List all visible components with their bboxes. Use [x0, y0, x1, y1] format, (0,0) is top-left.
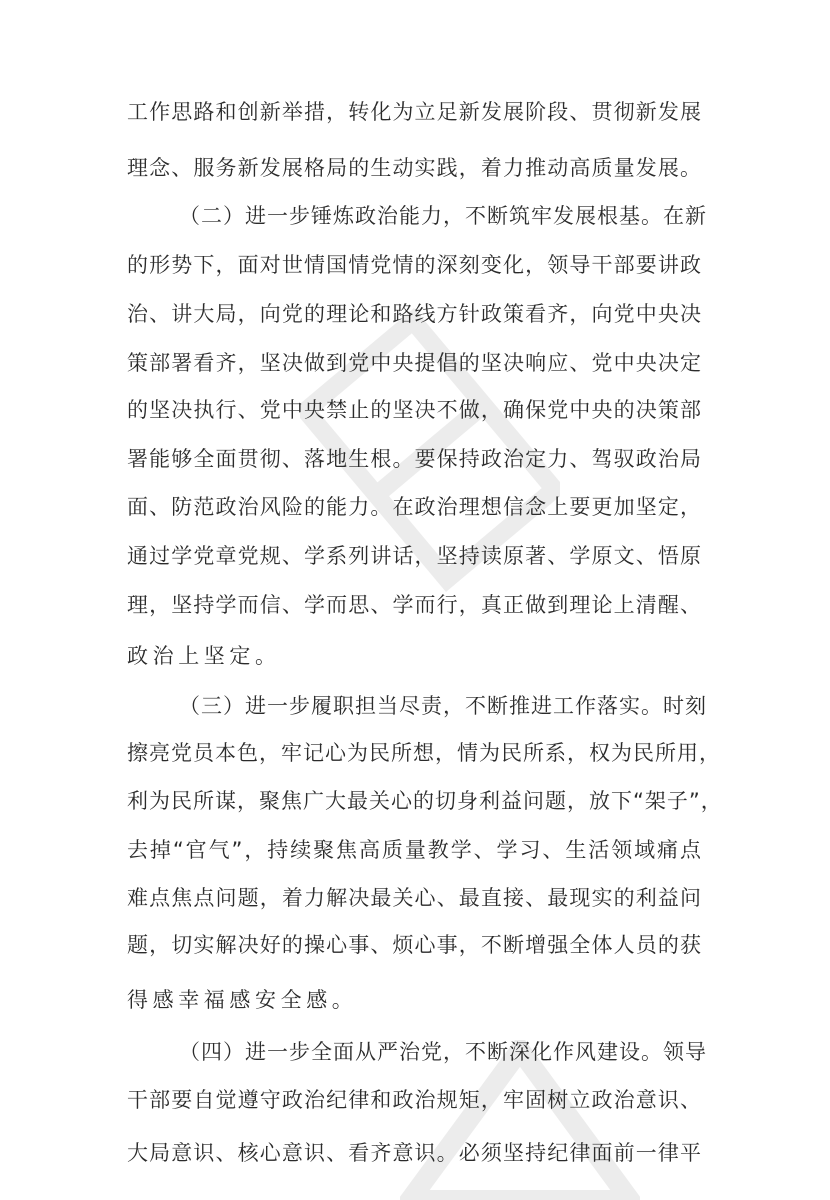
text-line: 得感幸福感安全感。: [127, 988, 358, 1012]
text-line: 政治上坚定。: [127, 644, 281, 668]
text-line: 擦亮党员本色，牢记心为民所想，情为民所系，权为民所用，: [127, 741, 721, 765]
paragraph-heading-line: （四）进一步全面从严治党，不断深化作风建设。领导: [179, 1040, 707, 1064]
text-line: 理念、服务新发展格局的生动实践，着力推动高质量发展。: [127, 156, 702, 180]
paragraph-heading-line: （二）进一步锤炼政治能力，不断筑牢发展根基。在新: [179, 204, 707, 228]
text-line: 的坚决执行、党中央禁止的坚决不做，确保党中央的决策部: [127, 398, 702, 422]
text-line: 难点焦点问题，着力解决最关心、最直接、最现实的利益问: [127, 886, 702, 910]
text-line: 工作思路和创新举措，转化为立足新发展阶段、贯彻新发展: [127, 100, 702, 124]
text-line: 面、防范政治风险的能力。在政治理想信念上要更加坚定，: [127, 495, 702, 519]
text-line: 理，坚持学而信、学而思、学而行，真正做到理论上清醒、: [127, 593, 702, 617]
text-line: 的形势下，面对世情国情党情的深刻变化，领导干部要讲政: [127, 253, 702, 277]
text-line: 策部署看齐，坚决做到党中央提倡的坚决响应、党中央决定: [127, 351, 702, 375]
paragraph-heading-line: （三）进一步履职担当尽责，不断推进工作落实。时刻: [179, 694, 707, 718]
text-line: 治、讲大局，向党的理论和路线方针政策看齐，向党中央决: [127, 302, 702, 326]
text-line: 署能够全面贯彻、落地生根。要保持政治定力、驾驭政治局: [127, 447, 702, 471]
text-line: 干部要自觉遵守政治纪律和政治规矩，牢固树立政治意识、: [127, 1088, 702, 1112]
text-line: 通过学党章党规、学系列讲话，坚持读原著、学原文、悟原: [127, 544, 702, 568]
text-line: 题，切实解决好的操心事、烦心事，不断增强全体人员的获: [127, 933, 702, 957]
text-line: 利为民所谋，聚焦广大最关心的切身利益问题，放下“架子”，: [127, 789, 723, 813]
text-line: 大局意识、核心意识、看齐意识。必须坚持纪律面前一律平: [127, 1141, 702, 1165]
text-line: 去掉“官气”，持续聚焦高质量教学、学习、生活领域痛点: [127, 838, 702, 862]
